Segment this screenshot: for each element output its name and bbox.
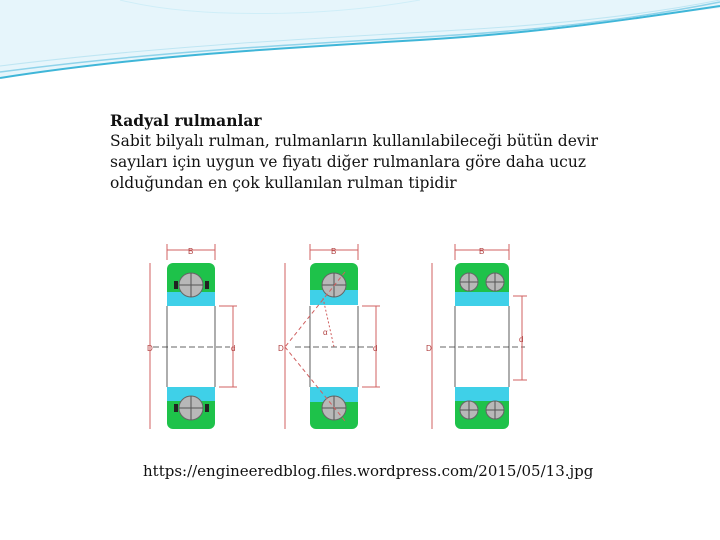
label-outer-diameter-3: D (426, 344, 432, 353)
label-inner-diameter-3: d (519, 335, 524, 344)
body-line-2: sayıları için uygun ve fiyatı diğer rulmanlara göre daha ucuz (110, 153, 587, 171)
label-inner-diameter-1: d (231, 344, 236, 353)
source-url: https://engineeredblog.files.wordpress.com/2015/05/13.jpg (143, 462, 594, 480)
section-heading: Radyal rulmanlar (110, 111, 262, 130)
header-wave-decoration (0, 0, 720, 90)
bearing-diagram (135, 230, 590, 440)
label-outer-diameter-1: D (147, 344, 153, 353)
label-width-3: B (479, 247, 485, 256)
label-width-1: B (188, 247, 194, 256)
content-text (110, 110, 630, 194)
label-outer-diameter-2: D (278, 344, 284, 353)
body-line-1: Sabit bilyalı rulman, rulmanların kullanılabileceği bütün devir (110, 132, 599, 150)
label-inner-diameter-2: d (373, 344, 378, 353)
body-line-3: olduğundan en çok kullanılan rulman tipidir (110, 174, 457, 192)
label-contact-angle: α (323, 328, 328, 337)
label-width-2: B (331, 247, 337, 256)
